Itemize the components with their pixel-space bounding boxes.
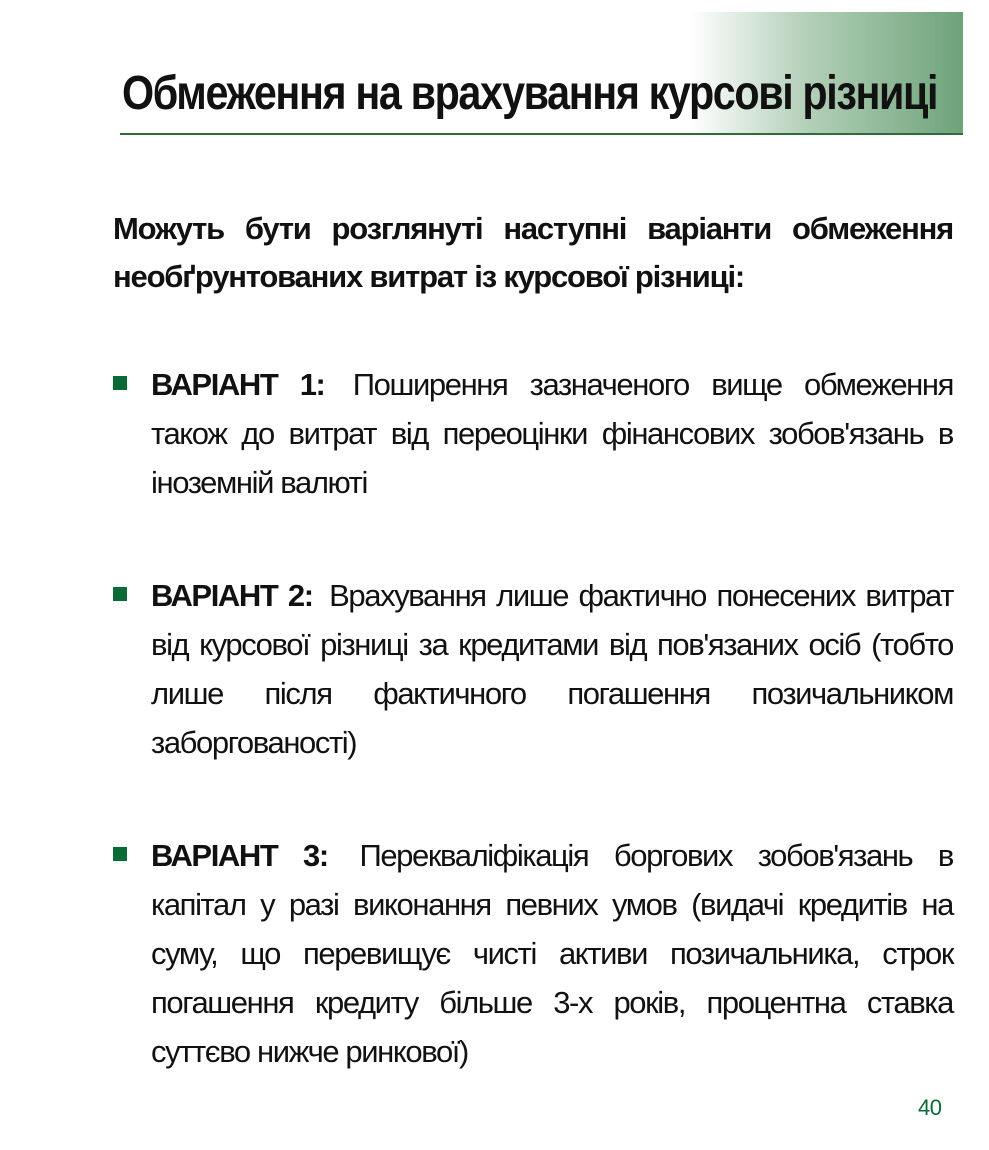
variant-label: ВАРІАНТ 2: <box>151 578 313 613</box>
variant-item-2 <box>113 571 953 767</box>
square-bullet-icon <box>113 587 127 601</box>
variant-item-3 <box>113 831 953 1076</box>
title-divider <box>120 133 963 135</box>
variant-text: Поширення зазначеного вище обмеження також до витрат від переоцінки фінансових зобов'язань в іноземній валюті <box>151 367 953 500</box>
variant-label: ВАРІАНТ 3: <box>151 838 328 873</box>
variants-list <box>113 360 953 1076</box>
variant-item-1 <box>113 360 953 507</box>
page-number: 40 <box>918 1095 942 1120</box>
variant-label: ВАРІАНТ 1: <box>151 367 325 402</box>
variant-text: Врахування лише фактично понесених витрат від курсової різниці за кредитами від пов'язаних осіб (тобто лише після фактичного погашення позичальником заборгованості) <box>151 578 953 760</box>
intro-text: Можуть бути розглянуті наступні варіанти обмеження необґрунтованих витрат із курсової різниці: <box>113 211 953 294</box>
square-bullet-icon <box>113 376 127 390</box>
square-bullet-icon <box>113 847 127 861</box>
slide-title: Обмеження на врахування курсові різниці <box>122 67 938 120</box>
variant-text: Перекваліфікація боргових зобов'язань в капітал у разі виконання певних умов (видачі кредитів на суму, що перевищує чисті активи позичальника, строк погашення кредиту більше 3-х років, процентна ставка суттєво нижче ринкової) <box>151 838 953 1069</box>
